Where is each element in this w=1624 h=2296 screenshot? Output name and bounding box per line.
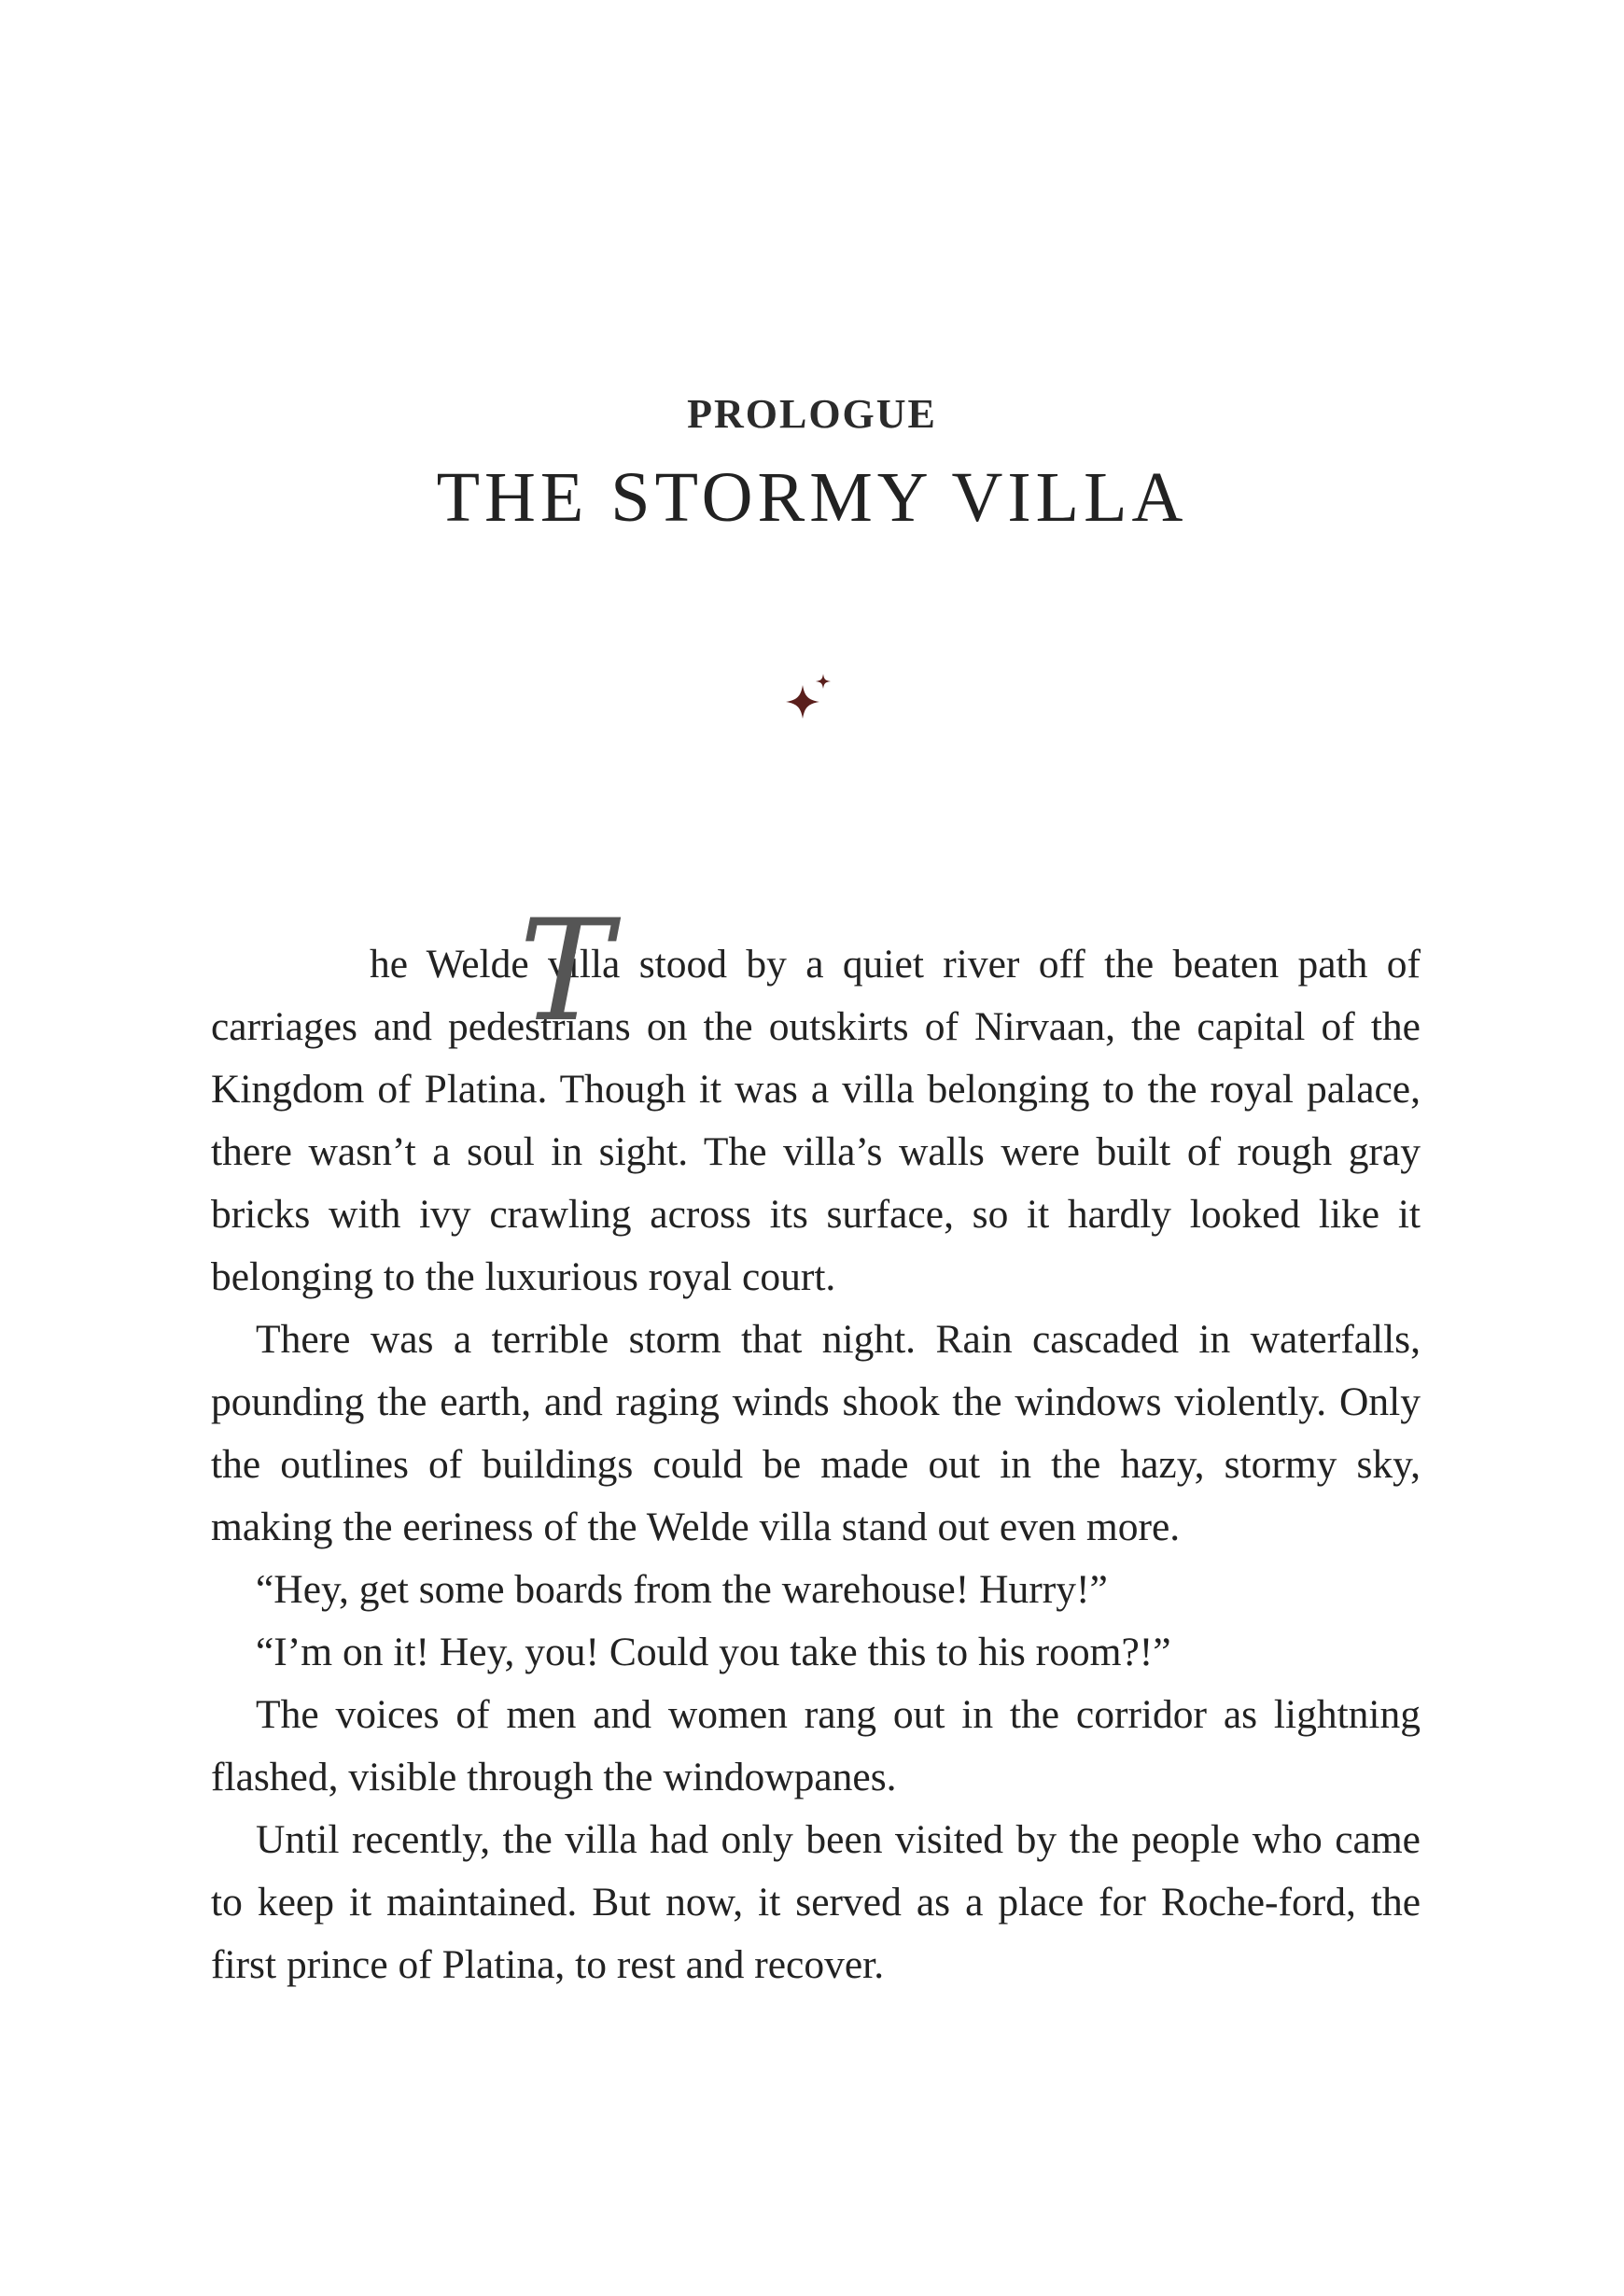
paragraph-4: “I’m on it! Hey, you! Could you take this to his room?!” (256, 1630, 1171, 1674)
paragraph-5: The voices of men and women rang out in the corridor as lightning flashed, visible through the windowpanes. (211, 1692, 1421, 1799)
paragraph-2: There was a terrible storm that night. Rain cascaded in waterfalls, pounding the earth, and raging winds shook the windows violently. Only the outlines of buildings could be made out in the hazy, stormy sky, making the eeriness of the Welde villa stand out even more. (211, 1317, 1421, 1549)
paragraph-3: “Hey, get some boards from the warehouse! Hurry!” (256, 1567, 1108, 1612)
chapter-title: THE STORMY VILLA (436, 458, 1188, 537)
paragraph-6: Until recently, the villa had only been visited by the people who came to keep it maintained. But now, it served as a place for Roche-ford, the first prince of Platina, to rest and recover. (211, 1817, 1421, 1987)
sparkle-icon (782, 672, 838, 728)
sparkle-small (816, 674, 831, 689)
body-text (211, 890, 1421, 1996)
paragraph-1-text: he Welde villa stood by a quiet river off the beaten path of carriages and pedestrians on the outskirts of Nirvaan, the capital of the Kingdom of Platina. Though it was a villa belonging to the royal palace, there wasn’t a soul in sight. The villa’s walls were built of rough gray bricks with ivy crawling across its surface, so it hardly looked like it belonging to the luxurious royal court. (211, 942, 1421, 1299)
chapter-label: PROLOGUE (687, 391, 937, 437)
sparkle-large (786, 685, 819, 719)
paragraph-1 (211, 890, 1421, 1309)
drop-cap: T (519, 890, 613, 1053)
